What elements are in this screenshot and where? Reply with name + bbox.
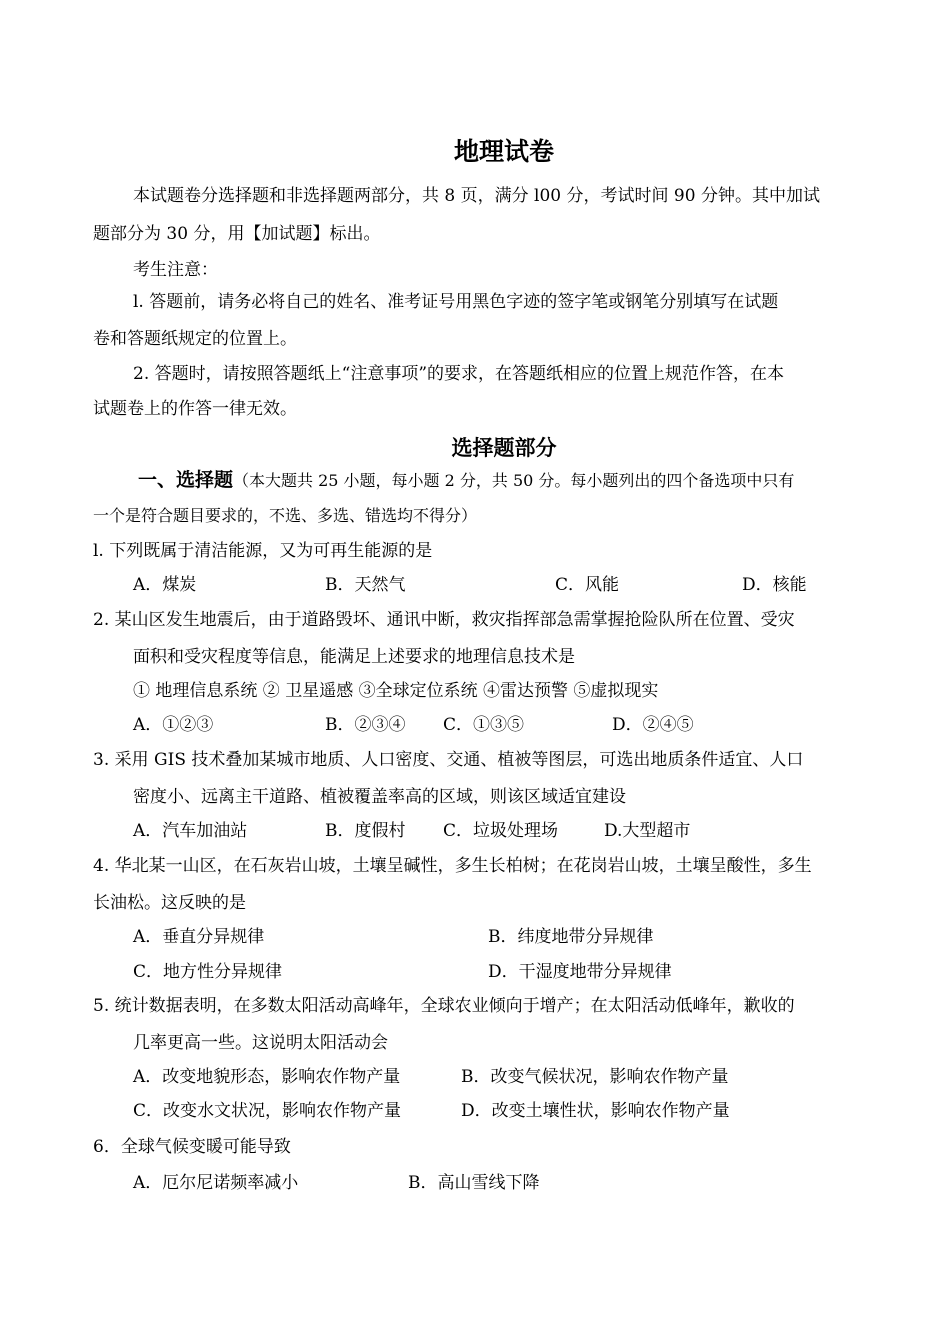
q2-items: ① 地理信息系统 ② 卫星遥感 ③全球定位系统 ④雷达预警 ⑤虚拟现实 [133,681,659,701]
q3-option-a: A．汽车加油站 [133,821,248,841]
q3-option-b: B．度假村 [325,821,406,841]
notice-item-1-line-2: 卷和答题纸规定的位置上。 [93,329,297,349]
q1-option-b: B．天然气 [325,575,406,595]
section-heading: 一、选择题 [138,469,234,491]
section-title: 选择题部分 [451,436,557,460]
q2-option-d: D．②④⑤ [612,715,694,735]
intro-line-2: 题部分为 30 分，用【加试题】标出。 [93,224,381,244]
q1-stem: l. 下列既属于清洁能源，又为可再生能源的是 [93,541,433,561]
q2-stem-line-2: 面积和受灾程度等信息，能满足上述要求的地理信息技术是 [133,647,575,667]
q6-option-b: B．高山雪线下降 [408,1173,540,1193]
q3-option-d: D.大型超市 [604,821,691,841]
q2-stem-line-1: 2. 某山区发生地震后，由于道路毁坏、通讯中断，救灾指挥部急需掌握抢险队所在位置、受灾 [93,610,795,630]
section-heading-line [138,471,794,490]
q3-stem-line-1: 3. 采用 GIS 技术叠加某城市地质、人口密度、交通、植被等图层，可选出地质条件适宜、人口 [93,750,804,770]
section-desc-line-2: 一个是符合题目要求的，不选、多选、错选均不得分） [93,506,478,525]
q6-stem: 6．全球气候变暖可能导致 [93,1137,291,1157]
notice-item-2-line-2: 试题卷上的作答一律无效。 [93,399,297,419]
q4-option-a: A．垂直分异规律 [133,927,265,947]
q5-option-b: B．改变气候状况，影响农作物产量 [461,1067,729,1087]
q2-option-a: A．①②③ [133,715,214,735]
q5-stem-line-1: 5. 统计数据表明，在多数太阳活动高峰年，全球农业倾向于增产；在太阳活动低峰年，歉收的 [93,996,795,1016]
notice-item-1-line-1: l. 答题前，请务必将自己的姓名、准考证号用黑色字迹的签字笔或钢笔分别填写在试题 [133,292,779,312]
q5-option-c: C．改变水文状况，影响农作物产量 [133,1101,402,1121]
q1-option-c: C．风能 [555,575,620,595]
q3-option-c: C．垃圾处理场 [443,821,559,841]
notice-label: 考生注意： [133,260,218,280]
q3-stem-line-2: 密度小、远离主干道路、植被覆盖率高的区域，则该区域适宜建设 [133,787,626,807]
q6-option-a: A．厄尔尼诺频率减小 [133,1173,299,1193]
q1-option-d: D．核能 [742,575,807,595]
q1-option-a: A．煤炭 [133,575,197,595]
q5-option-a: A．改变地貌形态，影响农作物产量 [133,1067,401,1087]
q4-stem-line-2: 长油松。这反映的是 [93,893,246,913]
q5-stem-line-2: 几率更高一些。这说明太阳活动会 [133,1033,388,1053]
q4-option-c: C．地方性分异规律 [133,962,283,982]
q4-option-d: D．干湿度地带分异规律 [488,962,672,982]
q2-option-c: C．①③⑤ [443,715,525,735]
intro-line-1: 本试题卷分选择题和非选择题两部分，共 8 页，满分 l00 分，考试时间 90 分钟。其中加试 [133,186,820,206]
q4-option-b: B．纬度地带分异规律 [488,927,654,947]
q5-option-d: D．改变土壤性状，影响农作物产量 [461,1101,730,1121]
q4-stem-line-1: 4. 华北某一山区，在石灰岩山坡，土壤呈碱性，多生长柏树；在花岗岩山坡，土壤呈酸性，多生 [93,856,812,876]
q2-option-b: B．②③④ [325,715,406,735]
notice-item-2-line-1: 2. 答题时，请按照答题纸上“注意事项”的要求，在答题纸相应的位置上规范作答，在本 [133,364,785,384]
page-title: 地理试卷 [453,137,554,166]
section-desc-line-1: （本大题共 25 小题，每小题 2 分，共 50 分。每小题列出的四个备选项中只有 [233,471,795,490]
